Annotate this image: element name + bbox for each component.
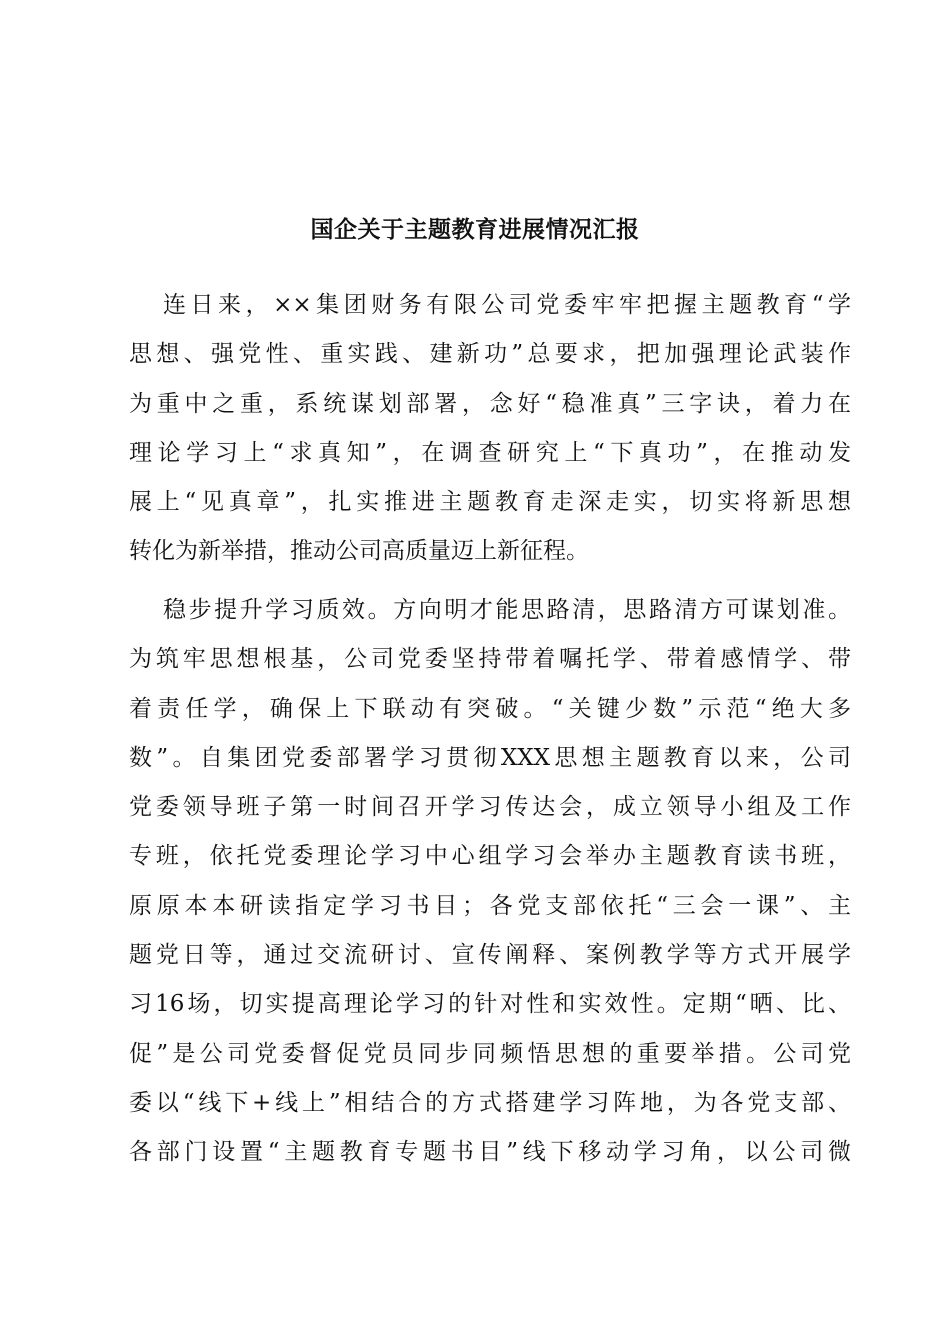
paragraph-line: 思想、强党性、重实践、建新功”总要求，把加强理论武装作 bbox=[129, 341, 851, 368]
paragraph-line: 连日来，××集团财务有限公司党委牢牢把握主题教育“学 bbox=[163, 292, 851, 318]
paragraph-line: 各部门设置“主题教育专题书目”线下移动学习角，以公司微 bbox=[129, 1139, 851, 1166]
paragraph-line: 促”是公司党委督促党员同步同频悟思想的重要举措。公司党 bbox=[129, 1040, 851, 1067]
paragraph-line: 为重中之重，系统谋划部署，念好“稳准真”三字诀，着力在 bbox=[129, 390, 851, 417]
paragraph-line: 委以“线下+线上”相结合的方式搭建学习阵地，为各党支部、 bbox=[129, 1089, 851, 1116]
paragraph-line: 数”。自集团党委部署学习贯彻XXX思想主题教育以来，公司 bbox=[129, 744, 851, 771]
paragraph-line: 为筑牢思想根基，公司党委坚持带着嘱托学、带着感情学、带 bbox=[129, 646, 851, 673]
paragraph-line: 专班，依托党委理论学习中心组学习会举办主题教育读书班， bbox=[129, 843, 851, 870]
paragraph-line: 题党日等，通过交流研讨、宣传阐释、案例教学等方式开展学 bbox=[129, 942, 851, 969]
paragraph-line: 原原本本研读指定学习书目；各党支部依托“三会一课”、主 bbox=[129, 892, 851, 919]
paragraph-line: 党委领导班子第一时间召开学习传达会，成立领导小组及工作 bbox=[129, 794, 851, 821]
paragraph-line: 展上“见真章”，扎实推进主题教育走深走实，切实将新思想 bbox=[129, 489, 851, 516]
paragraph-study-quality bbox=[129, 586, 851, 1178]
paragraph-line: 习16场，切实提高理论学习的针对性和实效性。定期“晒、比、 bbox=[129, 991, 851, 1018]
document-title: 国企关于主题教育进展情况汇报 bbox=[310, 216, 640, 243]
paragraph-line: 稳步提升学习质效。方向明才能思路清，思路清方可谋划准。 bbox=[163, 597, 851, 623]
paragraph-line: 转化为新举措，推动公司高质量迈上新征程。 bbox=[129, 538, 589, 565]
paragraph-line: 着责任学，确保上下联动有突破。“关键少数”示范“绝大多 bbox=[129, 695, 851, 722]
paragraph-intro bbox=[129, 281, 851, 577]
paragraph-line: 理论学习上“求真知”，在调查研究上“下真功”，在推动发 bbox=[129, 439, 851, 466]
